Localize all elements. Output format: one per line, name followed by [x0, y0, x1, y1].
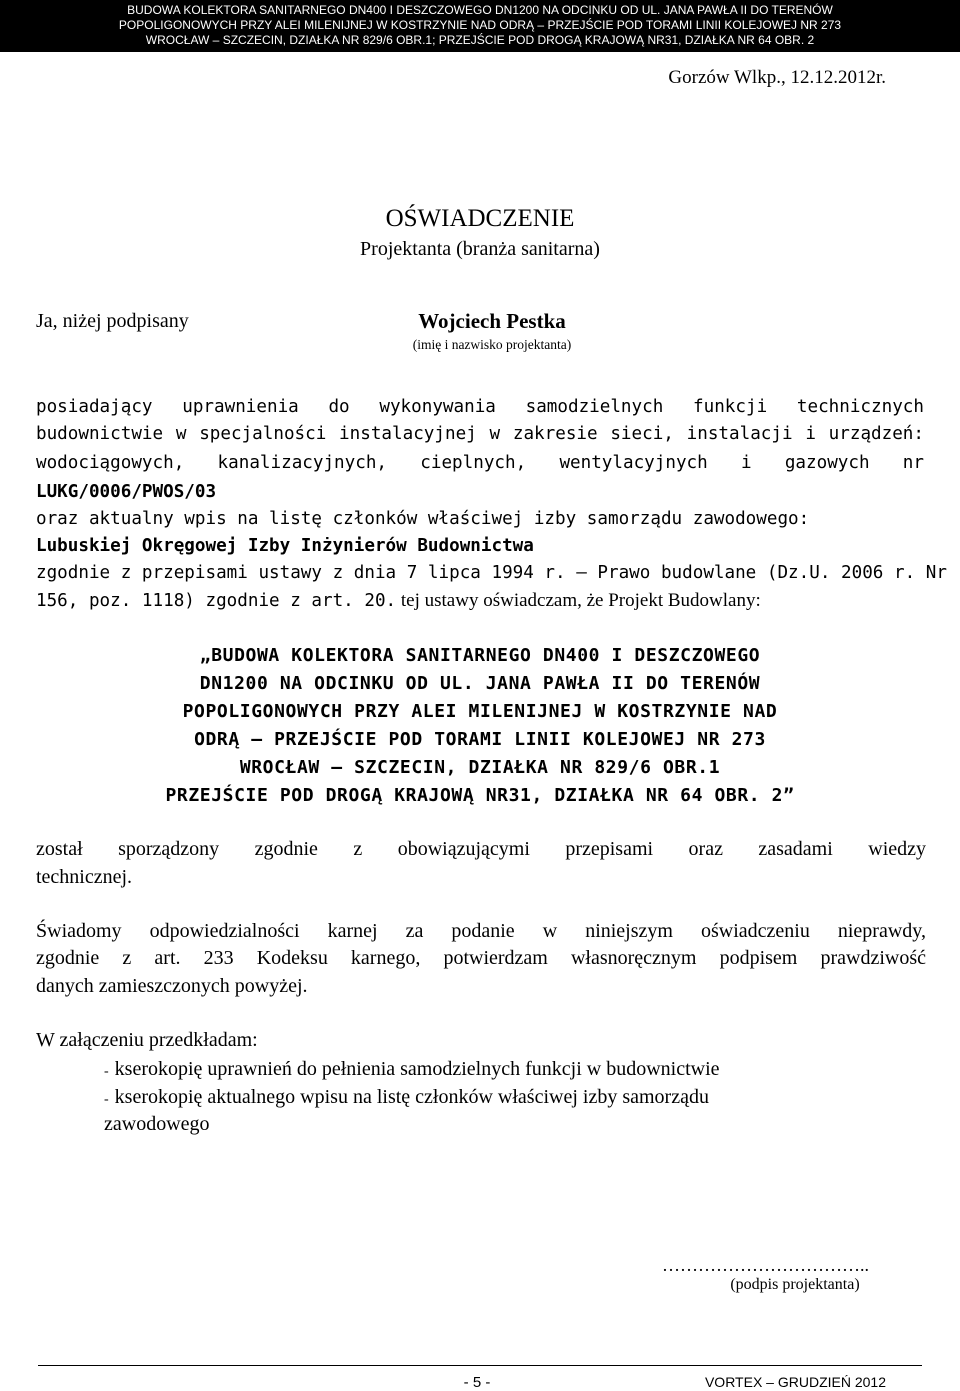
- list-dash: -: [104, 1092, 109, 1107]
- prepared-line-1: został sporządzony zgodnie z obowiązującymi przepisami oraz zasadami wiedzy: [36, 838, 926, 860]
- body-line-7: zgodnie z przepisami ustawy z dnia 7 lipca 1994 r. – Prawo budowlane (Dz.U. 2006 r. Nr: [36, 563, 947, 583]
- declarant-intro: Ja, niżej podpisany: [36, 310, 189, 332]
- attachment-item-2: [104, 1086, 709, 1109]
- project-title-line-5: WROCŁAW – SZCZECIN, DZIAŁKA NR 829/6 OBR.1: [239, 757, 721, 778]
- body-line-1: posiadający uprawnienia do wykonywania samodzielnych funkcji technicznych: [36, 397, 924, 417]
- document-title: OŚWIADCZENIE: [385, 205, 575, 232]
- awareness-line-1: Świadomy odpowiedzialności karnej za podanie w niniejszym oświadczeniu nieprawdy,: [36, 920, 926, 942]
- body-line-3: wodociągowych, kanalizacyjnych, cieplnych, wentylacyjnych i gazowych nr: [36, 453, 924, 473]
- place-date: Gorzów Wlkp., 12.12.2012r.: [668, 67, 886, 88]
- body-line-8-a: 156, poz. 1118) zgodnie z art. 20.: [36, 591, 397, 611]
- attachments-heading: W załączeniu przedkładam:: [36, 1029, 258, 1051]
- awareness-line-3: danych zamieszczonych powyżej.: [36, 975, 308, 997]
- page-number: - 5 -: [463, 1374, 491, 1391]
- attachment-item-1-text: kserokopię uprawnień do pełnienia samodzielnych funkcji w budownictwie: [114, 1058, 720, 1080]
- body-line-8: [36, 590, 761, 612]
- project-title-line-1: „BUDOWA KOLEKTORA SANITARNEGO DN400 I DESZCZOWEGO: [199, 645, 761, 666]
- awareness-line-2: zgodnie z art. 233 Kodeksu karnego, potwierdzam własnoręcznym podpisem prawdziwość: [36, 947, 926, 969]
- signature-line: ……………………………..: [662, 1255, 869, 1275]
- designer-name-hint: (imię i nazwisko projektanta): [412, 337, 572, 352]
- body-line-2: budownictwie w specjalności instalacyjnej w zakresie sieci, instalacji i urządzeń:: [36, 424, 924, 444]
- header-line-1: BUDOWA KOLEKTORA SANITARNEGO DN400 I DESZCZOWEGO DN1200 NA ODCINKU OD UL. JANA PAWŁA II DO TERENÓW: [127, 3, 833, 17]
- document-subtitle: Projektanta (branża sanitarna): [360, 238, 600, 260]
- license-number: LUKG/0006/PWOS/03: [36, 482, 217, 502]
- header-line-2: POPOLIGONOWYCH PRZY ALEI MILENIJNEJ W KOSTRZYNIE NAD ODRĄ – PRZEJŚCIE POD TORAMI LINII KOLEJOWEJ NR 273: [118, 18, 842, 32]
- signature-label: (podpis projektanta): [730, 1276, 860, 1293]
- body-line-5: oraz aktualny wpis na listę członków właściwej izby samorządu zawodowego:: [36, 509, 810, 529]
- project-title-line-4: ODRĄ – PRZEJŚCIE POD TORAMI LINII KOLEJOWEJ NR 273: [194, 729, 766, 750]
- attachment-item-2-cont: zawodowego: [104, 1113, 210, 1135]
- project-title-line-3: POPOLIGONOWYCH PRZY ALEI MILENIJNEJ W KOSTRZYNIE NAD: [182, 701, 778, 722]
- project-title-line-6: PRZEJŚCIE POD DROGĄ KRAJOWĄ NR31, DZIAŁKA NR 64 OBR. 2”: [165, 785, 795, 806]
- document-header: [0, 0, 960, 52]
- header-line-3: WROCŁAW – SZCZECIN, DZIAŁKA NR 829/6 OBR.1; PRZEJŚCIE POD DROGĄ KRAJOWĄ NR31, DZIAŁKA NR 64 OBR. 2: [145, 33, 815, 47]
- body-line-8-b: tej ustawy oświadczam, że Projekt Budowlany:: [396, 590, 761, 611]
- project-title-line-2: DN1200 NA ODCINKU OD UL. JANA PAWŁA II DO TERENÓW: [199, 673, 761, 694]
- footer-company-date: VORTEX – GRUDZIEŃ 2012: [704, 1374, 886, 1390]
- chamber-name: Lubuskiej Okręgowej Izby Inżynierów Budownictwa: [36, 536, 534, 556]
- prepared-line-2: technicznej.: [36, 866, 133, 888]
- designer-name: Wojciech Pestka: [418, 309, 566, 333]
- footer-divider: [38, 1365, 922, 1366]
- attachment-item-2-text: kserokopię aktualnego wpisu na listę członków właściwej izby samorządu: [114, 1086, 709, 1108]
- attachment-item-1: [104, 1058, 720, 1081]
- list-dash: -: [104, 1064, 109, 1079]
